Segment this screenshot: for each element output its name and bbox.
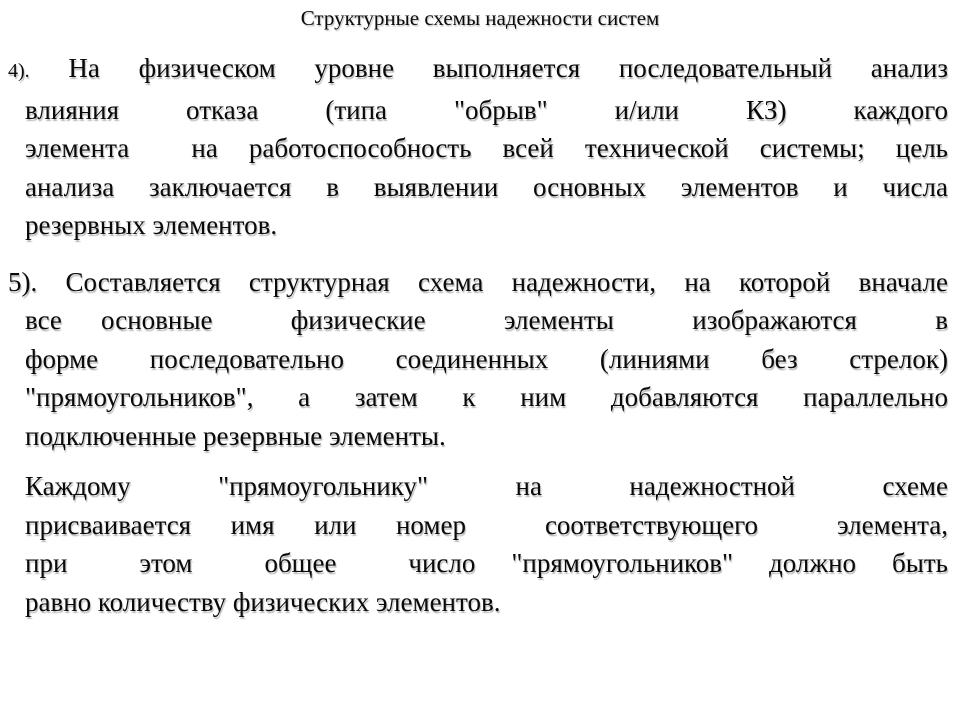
- line-text: Составляется структурная схема надежности, на которой вначале: [65, 266, 948, 297]
- paragraph-unnumbered: [0, 467, 960, 621]
- line-text: анализа заключается в выявлении основных элементов и числа: [25, 171, 948, 202]
- paragraph-5: [0, 263, 960, 456]
- text-line: [25, 91, 948, 130]
- text-line: [8, 263, 948, 302]
- paragraph-4: [0, 49, 960, 245]
- line-text: форме последовательно соединенных (линиями без стрелок): [25, 343, 948, 374]
- text-line: [25, 544, 948, 583]
- line-text: Каждому "прямоугольнику" на надежностной схеме: [25, 471, 948, 501]
- line-text: резервных элементов.: [25, 210, 278, 240]
- line-text: подключенные резервные элементы.: [25, 420, 446, 451]
- text-line: [25, 467, 948, 506]
- text-line: [25, 506, 948, 545]
- text-line: [25, 129, 948, 168]
- line-text: "прямоугольников", а затем к ним добавляются параллельно: [25, 382, 948, 412]
- text-line: [25, 206, 948, 245]
- text-line: [25, 378, 948, 417]
- text-line: [25, 168, 948, 207]
- line-text: влияния отказа (типа "обрыв" и/или КЗ) каждого: [25, 94, 948, 125]
- line-text: На физическом уровне выполняется последовательный анализ: [68, 53, 949, 83]
- text-line: [25, 301, 948, 340]
- list-number: 5).: [8, 266, 38, 297]
- text-line: [25, 340, 948, 379]
- line-text: присваивается имя или номер соответствующего элемента,: [25, 509, 948, 540]
- text-line: [8, 49, 948, 91]
- line-text: при этом общее число "прямоугольников" должно быть: [25, 548, 948, 578]
- list-number: 4).: [8, 60, 30, 82]
- text-line: [25, 583, 948, 622]
- slide-title: Структурные схемы надежности систем: [300, 6, 660, 30]
- text-line: [25, 417, 948, 456]
- slide-body: [0, 49, 960, 621]
- line-text: все основные физические элементы изображаются в: [25, 305, 948, 335]
- line-text: равно количеству физических элементов.: [25, 586, 501, 617]
- line-text: элемента на работоспособность всей технической системы; цель: [25, 133, 948, 163]
